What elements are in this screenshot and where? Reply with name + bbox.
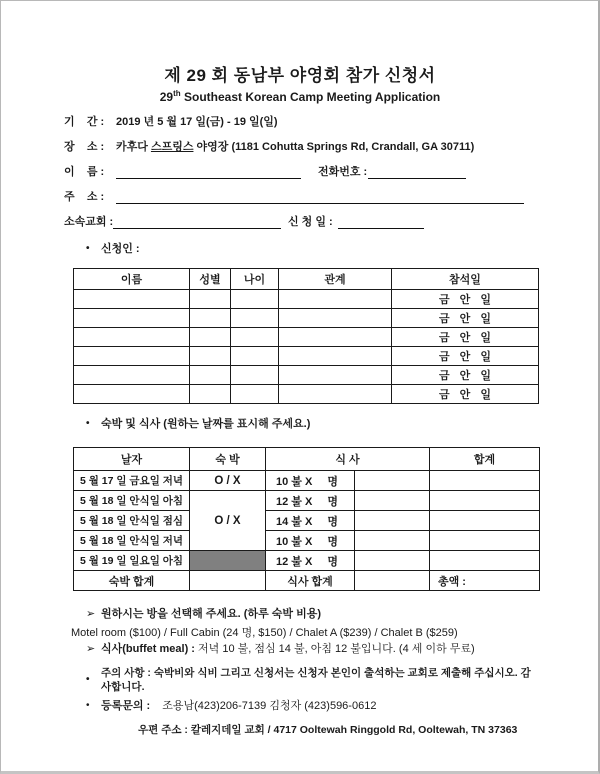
col-header-meal: 식 사: [266, 448, 430, 471]
church-blank-field: [113, 215, 281, 229]
lodging-unavailable-cell: [190, 551, 266, 571]
date-cell: 5 월 18 일 안식일 저녁: [74, 531, 190, 551]
room-select-text: 원하시는 방을 선택해 주세요. (하루 숙박 비용): [101, 608, 321, 620]
applicants-header-row: [74, 269, 539, 290]
relationship-cell: [279, 347, 392, 366]
form-content: [1, 61, 598, 737]
apply-date-label: 신 청 일 :: [288, 216, 333, 228]
lodging-header-row: [74, 448, 540, 471]
form-info-block: [64, 115, 536, 229]
church-label: 소속교회 :: [64, 216, 114, 228]
form-title: 제 29 회 동남부 야영회 참가 신청서: [164, 66, 436, 85]
row-total-cell: [430, 491, 540, 511]
lodging-meals-table: [73, 447, 540, 591]
applicant-row: [74, 290, 539, 309]
meal-price-cell: 10 불 X 명: [266, 471, 355, 491]
place-label: 장 소 :: [64, 141, 105, 153]
mailing-address: 우편 주소 : 칼레지데일 교회 / 4717 Ooltewah Ringgold Rd, Ooltewah, TN 37363: [138, 724, 518, 736]
phone-label: 전화번호 :: [318, 166, 368, 178]
col-header-age: 나이: [231, 269, 279, 290]
bullet-icon: •: [86, 700, 90, 711]
name-cell: [74, 328, 190, 347]
lodging-section-heading: [64, 417, 536, 431]
attendance-days-cell: 금 안 일: [392, 366, 539, 385]
applicant-row: [74, 328, 539, 347]
date-cell: 5 월 17 일 금요일 저녁: [74, 471, 190, 491]
name-label: 이 름 :: [64, 166, 105, 178]
room-select-note: [64, 607, 536, 621]
gender-cell: [190, 366, 231, 385]
address-label: 주 소 :: [64, 191, 105, 203]
place-row: [64, 140, 536, 154]
meal-price-note: [64, 642, 536, 656]
meal-price-cell: 14 불 X 명: [266, 511, 355, 531]
period-row: [64, 115, 536, 129]
relationship-cell: [279, 366, 392, 385]
col-header-gender: 성별: [190, 269, 231, 290]
applicants-table: [73, 268, 539, 404]
relationship-cell: [279, 290, 392, 309]
lodging-row-sat-breakfast: [74, 491, 540, 511]
room-options: Motel room ($100) / Full Cabin (24 명, $150) / Chalet A ($239) / Chalet B ($259): [71, 627, 458, 639]
form-subtitle-english: [64, 89, 536, 104]
name-cell: [74, 309, 190, 328]
registration-contacts: 조용남(423)206-7139 김청자 (423)596-0612: [162, 700, 377, 712]
attendance-days-cell: 금 안 일: [392, 347, 539, 366]
relationship-cell: [279, 328, 392, 347]
lodging-row-sat-dinner: [74, 531, 540, 551]
col-header-relationship: 관계: [279, 269, 392, 290]
applicants-section-heading: [64, 242, 536, 256]
attendance-days-cell: 금 안 일: [392, 385, 539, 404]
meal-price-cell: 12 불 X 명: [266, 491, 355, 511]
meal-amount-cell: [355, 471, 430, 491]
applicants-section-label: 신청인 :: [101, 243, 140, 255]
lodging-choice-cell: O / X: [190, 471, 266, 491]
meal-price-text: 식사(buffet meal) : 저녁 10 불, 점심 14 불, 아침 12 불입니다. (4 세 이하 무료): [101, 643, 475, 655]
meal-amount-cell: [355, 551, 430, 571]
lodging-section-label: 숙박 및 식사 (원하는 날짜를 표시해 주세요.): [101, 418, 311, 430]
name-cell: [74, 366, 190, 385]
bullet-icon: •: [86, 418, 90, 429]
meal-total-label: 식사 합계: [266, 571, 355, 591]
col-header-attendance: 참석일: [392, 269, 539, 290]
date-cell: 5 월 18 일 안식일 아침: [74, 491, 190, 511]
age-cell: [231, 366, 279, 385]
gender-cell: [190, 347, 231, 366]
grand-total-label: 총액 :: [430, 571, 540, 591]
age-cell: [231, 290, 279, 309]
address-row: [64, 190, 536, 204]
col-header-total: 합계: [430, 448, 540, 471]
relationship-cell: [279, 309, 392, 328]
lodging-row-sun-breakfast: [74, 551, 540, 571]
age-cell: [231, 385, 279, 404]
totals-row: [74, 571, 540, 591]
meal-amount-cell: [355, 511, 430, 531]
col-header-name: 이름: [74, 269, 190, 290]
meal-amount-cell: [355, 491, 430, 511]
name-cell: [74, 385, 190, 404]
subtitle-number: 29: [159, 90, 174, 104]
date-cell: 5 월 19 일 일요일 아침: [74, 551, 190, 571]
name-cell: [74, 290, 190, 309]
gender-cell: [190, 385, 231, 404]
phone-blank-field: [368, 165, 466, 179]
meal-price-cell: 12 불 X 명: [266, 551, 355, 571]
lodging-row-fri-dinner: [74, 471, 540, 491]
bullet-icon: •: [86, 243, 90, 254]
place-value: 카후다 스프링스 야영장 (1181 Cohutta Springs Rd, Crandall, GA 30711): [116, 141, 475, 153]
arrow-bullet-icon: ➢: [86, 643, 96, 655]
meal-amount-cell: [355, 531, 430, 551]
gender-cell: [190, 290, 231, 309]
applicant-row: [74, 347, 539, 366]
meal-price-cell: 10 불 X 명: [266, 531, 355, 551]
col-header-date: 날자: [74, 448, 190, 471]
registration-label: 등록문의 :: [101, 700, 151, 712]
name-cell: [74, 347, 190, 366]
church-date-row: [64, 215, 536, 229]
applicant-row: [74, 309, 539, 328]
age-cell: [231, 328, 279, 347]
subtitle-text: Southeast Korean Camp Meeting Application: [180, 90, 441, 104]
attendance-days-cell: 금 안 일: [392, 328, 539, 347]
caution-text: 주의 사항 : 숙박비와 식비 그리고 신청서는 신청자 본인이 출석하는 교회로 제출해 주십시오. 감사합니다.: [101, 667, 531, 693]
col-header-lodging: 숙 박: [190, 448, 266, 471]
row-total-cell: [430, 551, 540, 571]
attendance-days-cell: 금 안 일: [392, 290, 539, 309]
age-cell: [231, 347, 279, 366]
registration-contact-line: [64, 699, 536, 713]
row-total-cell: [430, 471, 540, 491]
arrow-bullet-icon: ➢: [86, 608, 96, 620]
apply-date-blank-field: [338, 215, 424, 229]
lodging-choice-merged-cell: O / X: [190, 491, 266, 551]
gender-cell: [190, 309, 231, 328]
caution-note: [64, 667, 536, 693]
attendance-days-cell: 금 안 일: [392, 309, 539, 328]
applicant-row: [74, 366, 539, 385]
age-cell: [231, 309, 279, 328]
date-cell: 5 월 18 일 안식일 점심: [74, 511, 190, 531]
name-blank-field: [116, 165, 301, 179]
lodging-row-sat-lunch: [74, 511, 540, 531]
lodging-total-label: 숙박 합계: [74, 571, 190, 591]
lodging-total-value-cell: [190, 571, 266, 591]
applicant-row: [74, 385, 539, 404]
period-value: 2019 년 5 월 17 일(금) - 19 일(일): [116, 116, 278, 128]
gender-cell: [190, 328, 231, 347]
subtitle-ordinal: th: [173, 89, 181, 98]
relationship-cell: [279, 385, 392, 404]
row-total-cell: [430, 531, 540, 551]
row-total-cell: [430, 511, 540, 531]
address-blank-field: [116, 190, 524, 204]
name-phone-row: [64, 165, 536, 179]
period-label: 기 간 :: [64, 116, 105, 128]
meal-total-value-cell: [355, 571, 430, 591]
bullet-icon: •: [86, 674, 90, 685]
